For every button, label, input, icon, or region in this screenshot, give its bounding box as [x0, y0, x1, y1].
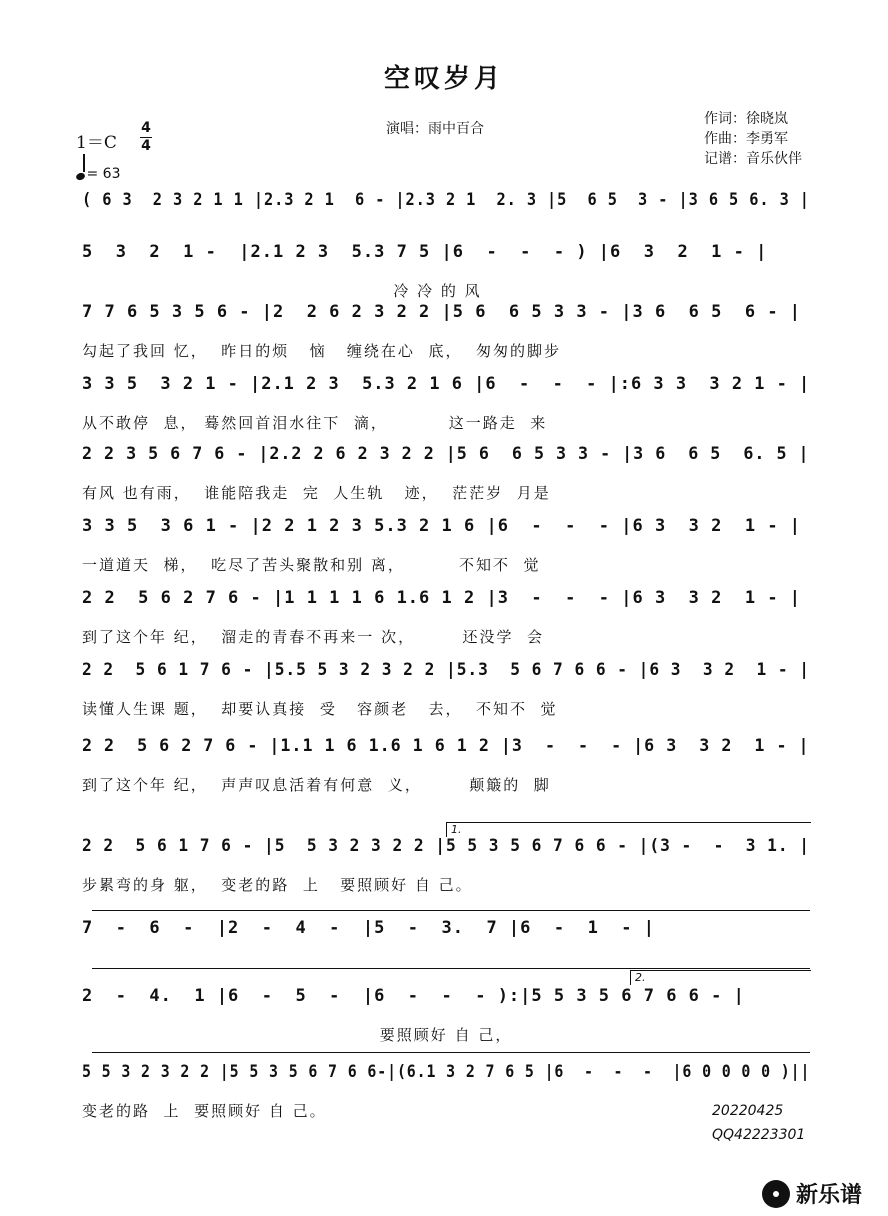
lyrics-line: 变老的路 上 要照顾好 自 己。	[82, 1102, 327, 1120]
second-ending-bracket	[630, 970, 811, 985]
ending-line	[92, 1052, 810, 1053]
first-ending-bracket	[446, 822, 811, 837]
record-disc-icon	[762, 1180, 790, 1208]
time-signature-bottom: 4	[141, 138, 151, 154]
lyrics-line: 读懂人生课 题， 却要认真接 受 容颜老 去， 不知不 觉	[82, 700, 558, 718]
lyrics-line: 一道道天 梯， 吃尽了苦头聚散和别 离， 不知不 觉	[82, 556, 541, 574]
notation-line: 2 2 5 6 2 7 6 - |1 1 1 1 6 1.6 1 2 |3 - - - |6 3 3 2 1 - |	[82, 588, 802, 608]
notation-line: ( 6 3 2 3 2 1 1 |2.3 2 1 6 - |2.3 2 1 2. 3 |5 6 5 3 - |3 6 5 6. 3 |	[82, 190, 810, 210]
brand-logo	[762, 1178, 862, 1209]
lyrics-line: 冷 冷 的 风	[82, 282, 482, 300]
transcriber: 记谱：音乐伙伴	[704, 151, 802, 167]
date-stamp: 20220425	[712, 1103, 784, 1119]
lyrics-line: 要照顾好 自 己，	[82, 1026, 513, 1044]
second-ending-label: 2.	[635, 971, 646, 984]
first-ending-label: 1.	[451, 823, 462, 836]
ending-line	[92, 968, 810, 969]
page-title: 空叹岁月	[383, 64, 504, 94]
key-signature: 1＝C	[76, 133, 117, 153]
performer: 演唱：雨中百合	[386, 121, 484, 137]
notation-line: 5 3 2 1 - |2.1 2 3 5.3 7 5 |6 - - - ) |6 3 2 1 - |	[82, 242, 768, 262]
lyrics-line: 步累弯的身 躯， 变老的路 上 要照顾好 自 己。	[82, 876, 473, 894]
notation-line: 7 - 6 - |2 - 4 - |5 - 3. 7 |6 - 1 - |	[82, 918, 655, 938]
notation-line: 3 3 5 3 2 1 - |2.1 2 3 5.3 2 1 6 |6 - - - |:6 3 3 3 2 1 - |	[82, 374, 811, 394]
lyricist: 作词：徐晓岚	[704, 111, 788, 127]
notation-line: 2 2 5 6 1 7 6 - |5 5 3 2 3 2 2 |5 5 3 5 6 7 6 6 - |(3 - - 3 1. |	[82, 836, 810, 856]
lyrics-line: 到了这个年 纪， 溜走的青春不再来一 次， 还没学 会	[82, 628, 544, 646]
time-signature	[140, 120, 152, 155]
brand-name: 新乐谱	[796, 1183, 863, 1208]
quarter-note-icon	[75, 172, 86, 182]
tempo-marking	[76, 160, 121, 182]
notation-line: 3 3 5 3 6 1 - |2 2 1 2 3 5.3 2 1 6 |6 - - - |6 3 3 2 1 - |	[82, 516, 802, 536]
notation-line: 5 5 3 2 3 2 2 |5 5 3 5 6 7 6 6-|(6.1 3 2 7 6 5 |6 - - - |6 0 0 0 0 )||	[82, 1062, 811, 1082]
notation-line: 2 2 3 5 6 7 6 - |2.2 2 6 2 3 2 2 |5 6 6 5 3 3 - |3 6 6 5 6. 5 |	[82, 444, 810, 464]
lyrics-line: 有风 也有雨， 谁能陪我走 完 人生轨 迹， 茫茫岁 月是	[82, 484, 551, 502]
qq-number: QQ42223301	[712, 1127, 806, 1143]
lyrics-line: 从不敢停 息， 蓦然回首泪水往下 滴， 这一路走 来	[82, 414, 548, 432]
notation-line: 2 2 5 6 1 7 6 - |5.5 5 3 2 3 2 2 |5.3 5 6 7 6 6 - |6 3 3 2 1 - |	[82, 660, 810, 680]
notation-line: 7 7 6 5 3 5 6 - |2 2 6 2 3 2 2 |5 6 6 5 3 3 - |3 6 6 5 6 - |	[82, 302, 802, 322]
time-signature-top: 4	[141, 120, 151, 136]
ending-line	[92, 910, 810, 911]
tempo-value: = 63	[86, 166, 121, 182]
notation-line: 2 - 4. 1 |6 - 5 - |6 - - - ):|5 5 3 5 6 7 6 6 - |	[82, 986, 745, 1006]
notation-line: 2 2 5 6 2 7 6 - |1.1 1 6 1.6 1 6 1 2 |3 - - - |6 3 3 2 1 - |	[82, 736, 810, 756]
lyrics-line: 到了这个年 纪， 声声叹息活着有何意 义， 颠簸的 脚	[82, 776, 551, 794]
lyrics-line: 勾起了我回 忆， 昨日的烦 恼 缠绕在心 底， 匆匆的脚步	[82, 342, 561, 360]
composer: 作曲：李勇军	[704, 131, 788, 147]
